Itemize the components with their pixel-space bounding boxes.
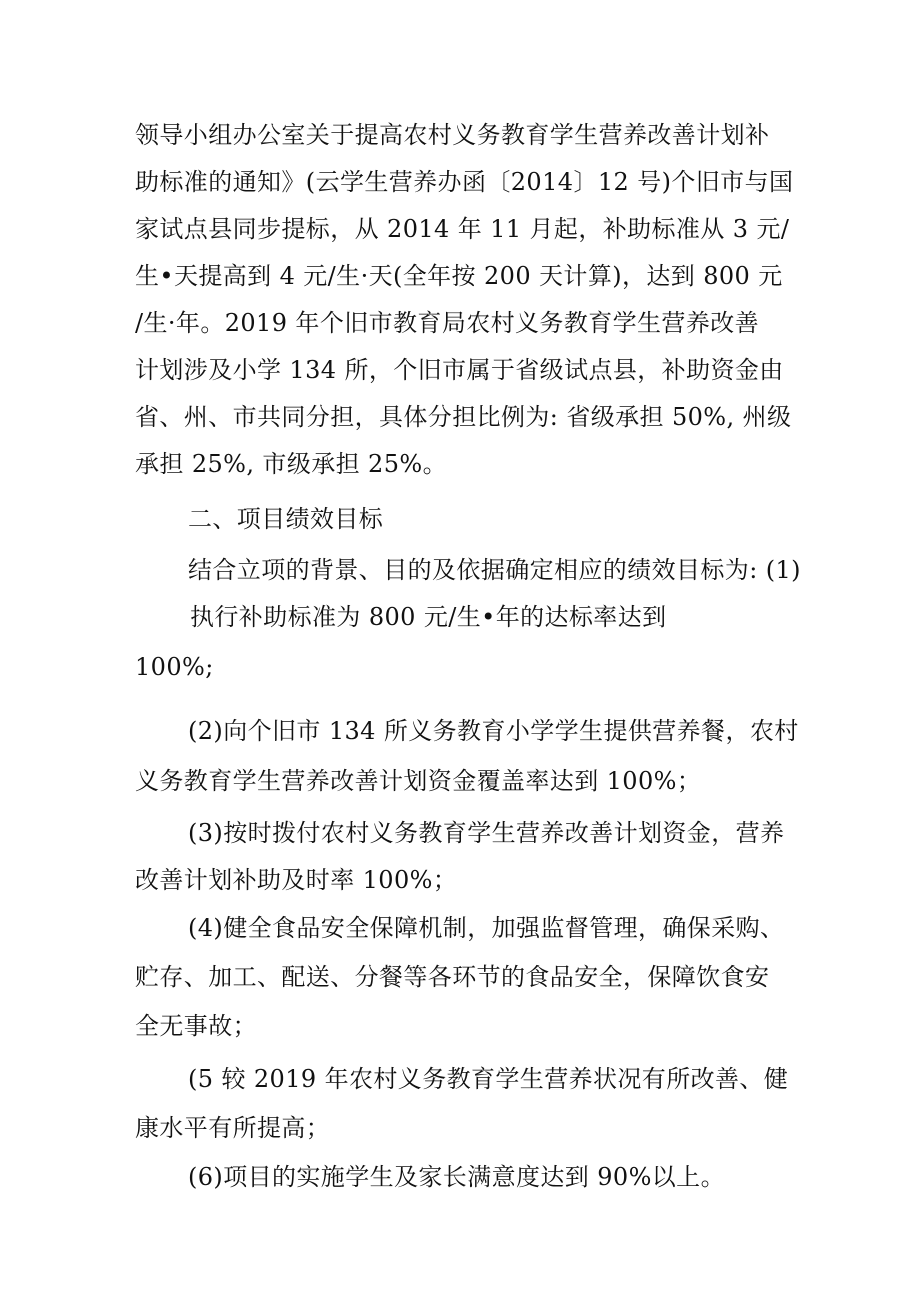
paragraph-line-8: 承担 25%, 市级承担 25%。 [135, 450, 448, 478]
goal-6-line-1: (6)项目的实施学生及家长满意度达到 90%以上。 [188, 1163, 725, 1191]
goal-5-line-1: (5 较 2019 年农村义务教育学生营养状况有所改善、健 [188, 1065, 789, 1093]
paragraph-line-6: 计划涉及小学 134 所，个旧市属于省级试点县，补助资金由 [135, 356, 784, 384]
paragraph-line-4: 生•天提高到 4 元/生·天(全年按 200 天计算)，达到 800 元 [135, 262, 783, 290]
paragraph-line-2: 助标准的通知》(云学生营养办函〔2014〕12 号)个旧市与国 [135, 168, 794, 196]
goal-3-line-2: 改善计划补助及时率 100%； [135, 866, 458, 894]
paragraph-line-10: 执行补助标准为 800 元/生•年的达标率达到 [190, 603, 667, 631]
goal-5-line-2: 康水平有所提高； [135, 1114, 331, 1142]
paragraph-line-7: 省、州、市共同分担，具体分担比例为: 省级承担 50%, 州级 [135, 403, 792, 431]
paragraph-line-3: 家试点县同步提标，从 2014 年 11 月起，补助标准从 3 元/ [135, 215, 790, 243]
paragraph-line-1: 领导小组办公室关于提高农村义务教育学生营养改善计划补 [135, 121, 770, 149]
goal-4-line-1: (4)健全食品安全保障机制，加强监督管理，确保采购、 [188, 914, 785, 942]
paragraph-line-5: /生·年。2019 年个旧市教育局农村义务教育学生营养改善 [135, 309, 760, 337]
paragraph-line-11: 100%; [135, 653, 214, 681]
goal-2-line-2: 义务教育学生营养改善计划资金覆盖率达到 100%； [135, 767, 702, 795]
goal-4-line-3: 全无事故； [135, 1012, 257, 1040]
paragraph-line-9: 结合立项的背景、目的及依据确定相应的绩效目标为: (1) [188, 556, 801, 584]
goal-2-line-1: (2)向个旧市 134 所义务教育小学学生提供营养餐，农村 [188, 717, 799, 745]
section-heading: 二、项目绩效目标 [188, 505, 384, 533]
goal-4-line-2: 贮存、加工、配送、分餐等各环节的食品安全，保障饮食安 [135, 963, 770, 991]
goal-3-line-1: (3)按时拨付农村义务教育学生营养改善计划资金，营养 [188, 819, 785, 847]
